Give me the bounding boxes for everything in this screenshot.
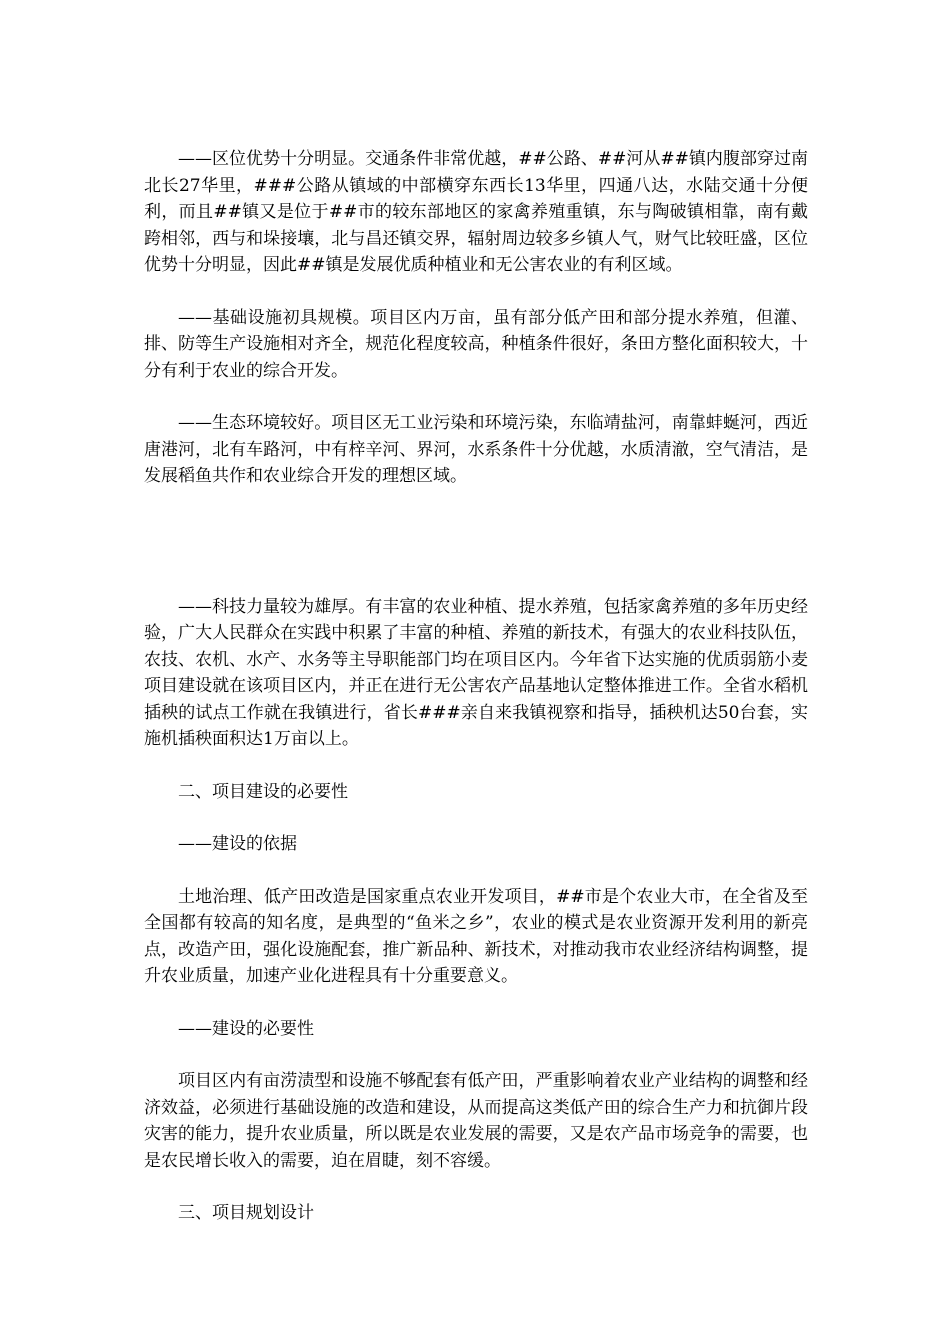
paragraph-infrastructure: ——基础设施初具规模。项目区内万亩，虽有部分低产田和部分提水养殖，但灌、排、防等生产设施相对齐全，规范化程度较高，种植条件很好，条田方整化面积较大，十分有利于农业的综合开发。 xyxy=(144,307,808,381)
paragraph-spacer xyxy=(144,384,808,410)
section-spacer xyxy=(144,490,808,594)
paragraph-necessity: 项目区内有亩涝渍型和设施不够配套有低产田，严重影响着农业产业结构的调整和经济效益，必须进行基础设施的改造和建设，从而提高这类低产田的综合生产力和抗御片段灾害的能力，提升农业质量，所以既是农业发展的需要，又是农产品市场竞争的需要，也是农民增长收入的需要，迫在眉睫，刻不容缓。 xyxy=(144,1071,808,1171)
paragraph-spacer xyxy=(144,858,808,884)
paragraph-spacer xyxy=(144,279,808,305)
section-heading-planning: 三、项目规划设计 xyxy=(178,1203,314,1223)
paragraph-ecology: ——生态环境较好。项目区无工业污染和环境污染，东临靖盐河，南靠蚌蜒河，西近唐港河，北有车路河，中有梓辛河、界河，水系条件十分优越，水质清澈，空气清洁，是发展稻鱼共作和农业综合开发的理想区域。 xyxy=(144,413,808,486)
document-page xyxy=(144,146,808,1227)
paragraph-technology: ——科技力量较为雄厚。有丰富的农业种植、提水养殖，包括家禽养殖的多年历史经验，广大人民群众在实践中积累了丰富的种植、养殖的新技术，有强大的农业科技队伍，农技、农机、水产、水务等主导职能部门均在项目区内。今年省下达实施的优质弱筋小麦项目建设就在该项目区内，并正在进行无公害农产品基地认定整体推进工作。全省水稻机插秧的试点工作就在我镇进行，省长###亲自来我镇视察和指导，插秧机达50台套，实施机插秧面积达1万亩以上。 xyxy=(144,596,808,749)
section-heading-necessity: 二、项目建设的必要性 xyxy=(178,781,348,802)
subheading-necessity: ——建设的必要性 xyxy=(178,1018,314,1039)
paragraph-spacer xyxy=(144,990,808,1016)
paragraph-spacer xyxy=(144,805,808,831)
paragraph-spacer xyxy=(144,753,808,779)
paragraph-basis: 土地治理、低产田改造是国家重点农业开发项目，##市是个农业大市，在全省及至全国都有较高的知名度，是典型的“鱼米之乡”，农业的模式是农业资源开发利用的新亮点，改造产田，强化设施配套，推广新品种、新技术，对推动我市农业经济结构调整，提升农业质量，加速产业化进程具有十分重要意义。 xyxy=(144,886,808,986)
paragraph-spacer xyxy=(144,1042,808,1068)
paragraph-location-advantage: ——区位优势十分明显。交通条件非常优越，##公路、##河从##镇内腹部穿过南北长27华里，###公路从镇域的中部横穿东西长13华里，四通八达，水陆交通十分便利，而且##镇又是位于##市的较东部地区的家禽养殖重镇，东与陶破镇相靠，南有戴跨相邻，西与和垛接壤，北与昌还镇交界，辐射周边较多乡镇人气，财气比较旺盛，区位优势十分明显，因此##镇是发展优质种植业和无公害农业的有利区域。 xyxy=(144,149,808,275)
subheading-basis: ——建设的依据 xyxy=(178,834,297,854)
paragraph-spacer xyxy=(144,1174,808,1200)
